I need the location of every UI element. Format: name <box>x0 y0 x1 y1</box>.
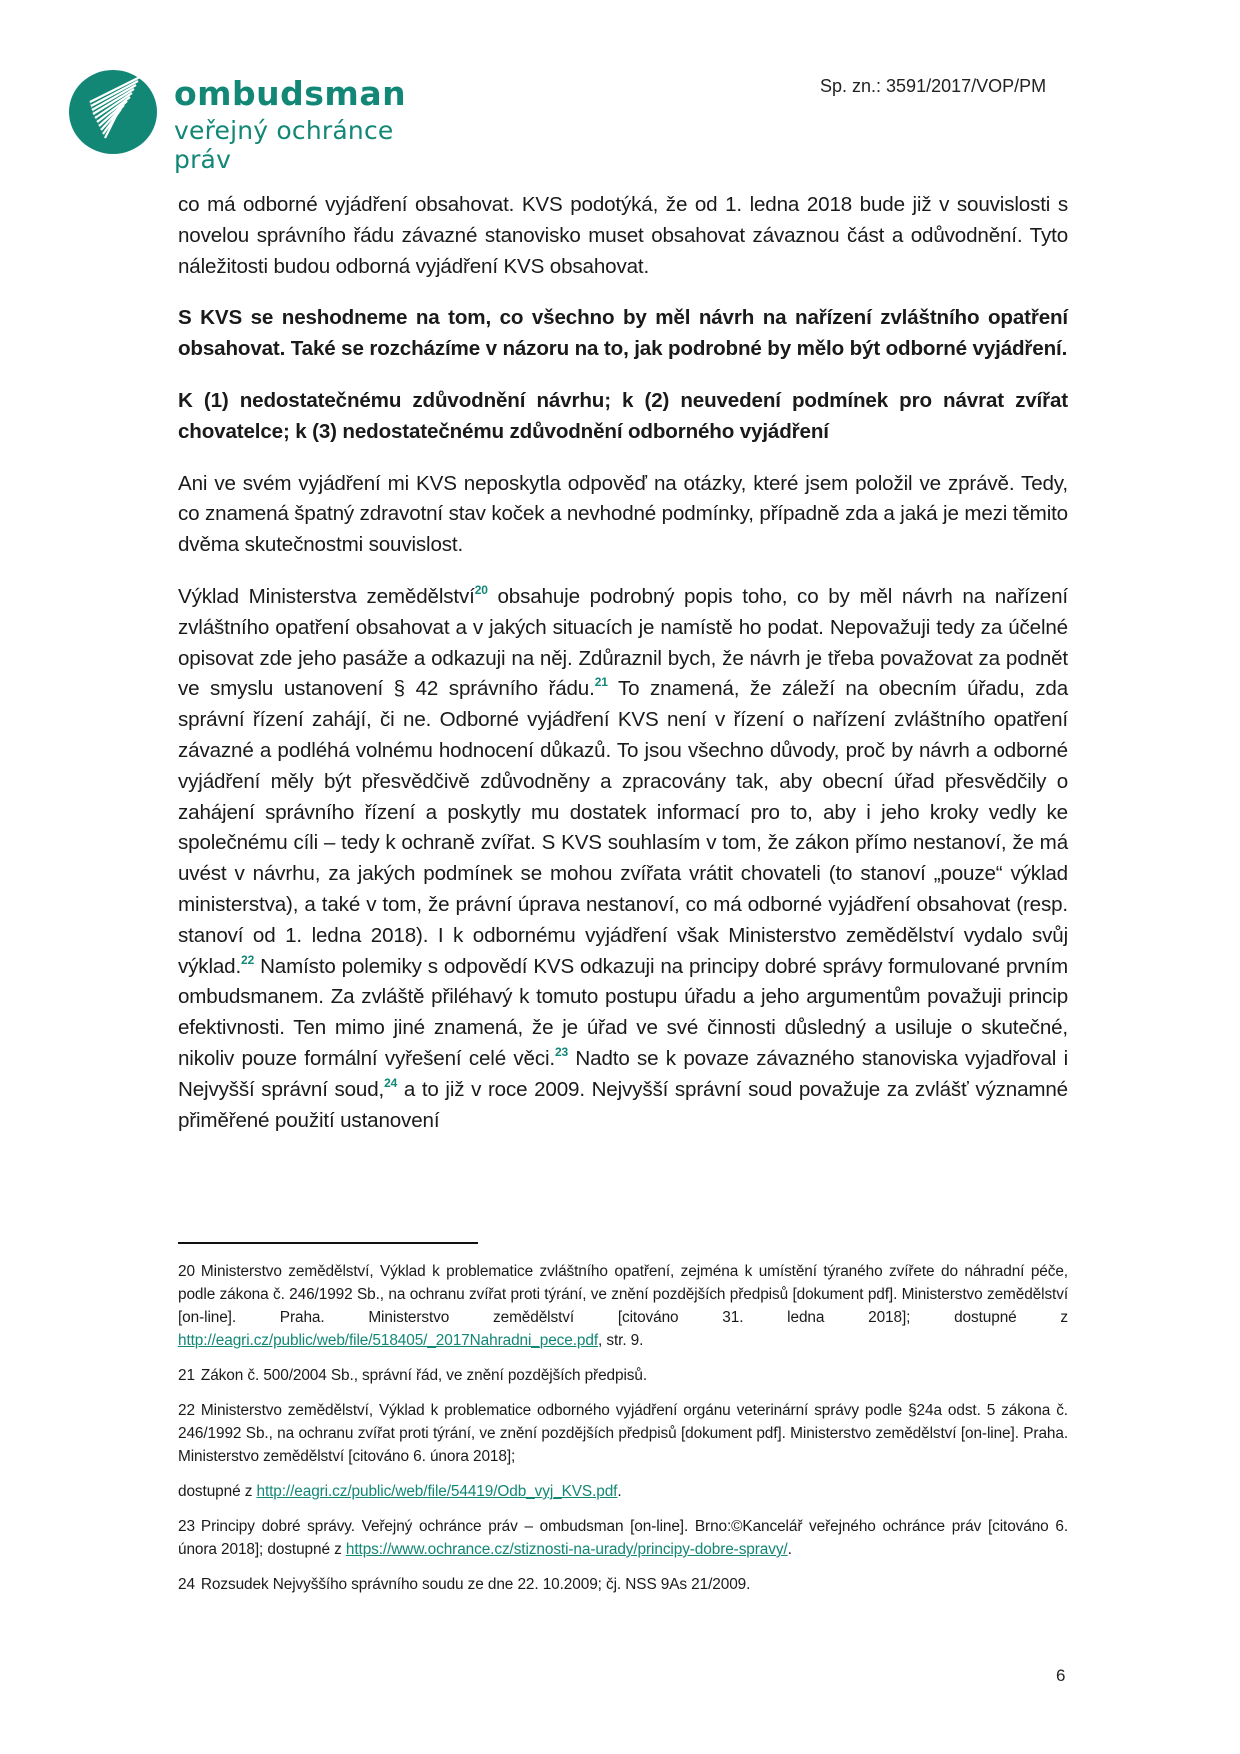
text-run: Nadto se k povaze závazného stanoviska vyjadřoval i Nejvyšší správní soud, <box>178 1046 1068 1101</box>
text-run: obsahuje podrobný popis toho, co by měl návrh na nařízení zvláštního opatření obsahovat a v jakých situacích je namístě ho podat. Nepovažuji tedy za účelné opisovat zde jeho pasáže a odkazuji na něj. Zdůraznil bych, že návrh je třeba považovat za podnět ve smyslu ustanovení § 42 správního řádu. <box>178 584 1068 701</box>
paragraph: co má odborné vyjádření obsahovat. KVS podotýká, že od 1. ledna 2018 bude již v souvislosti s novelou správního řádu závazné stanovisko muset obsahovat závaznou část a odůvodnění. Tyto náležitosti budou odborná vyjádření KVS obsahovat. <box>178 193 1068 278</box>
footnote-text: Ministerstvo zemědělství, Výklad k problematice zvláštního opatření, zejména k umístění týraného zvířete do náhradní péče, podle zákona č. 246/1992 Sb., na ochranu zvířat proti týrání, ve znění pozdějších předpisů [dokument pdf]. Ministerstvo zemědělství [on-line]. Praha. Ministerstvo zemědělství [citováno 31. ledna 2018]; dostupné z <box>178 1263 1068 1326</box>
footnote-22 <box>178 1399 1068 1468</box>
section-heading: K (1) nedostatečnému zdůvodnění návrhu; k (2) neuvedení podmínek pro návrat zvířat chovatelce; k (3) nedostatečnému zdůvodnění odborného vyjádření <box>178 388 1068 443</box>
footnote-text-after: , str. 9. <box>598 1332 644 1349</box>
footnote-ref[interactable]: 24 <box>384 1075 398 1090</box>
footnote-link[interactable]: http://eagri.cz/public/web/file/54419/Odb_vyj_KVS.pdf <box>256 1483 618 1500</box>
footnote-22-continued <box>178 1480 1068 1503</box>
footnote-ref[interactable]: 21 <box>594 675 608 690</box>
page-number: 6 <box>1056 1666 1066 1685</box>
footnote-text-after: . <box>787 1541 792 1558</box>
footnote-text: Ministerstvo zemědělství, Výklad k problematice odborného vyjádření orgánu veterinární správy podle §24a odst. 5 zákona č. 246/1992 Sb., na ochranu zvířat proti týrání, ve znění pozdějších předpisů [dokument pdf]. Ministerstvo zemědělství [on-line]. Praha. Ministerstvo zemědělství [citováno 6. února 2018]; <box>178 1402 1068 1465</box>
footnote-link[interactable]: http://eagri.cz/public/web/file/518405/_2017Nahradni_pece.pdf <box>178 1332 599 1349</box>
paragraph: Ani ve svém vyjádření mi KVS neposkytla odpověď na otázky, které jsem položil ve zprávě. Tedy, co znamená špatný zdravotní stav koček a nevhodné podmínky, případně zda a jaká je mezi těmito dvěma skutečnostmi souvislost. <box>178 471 1068 557</box>
logo-subtitle: veřejný ochránce práv <box>174 116 394 174</box>
footnote-text: Rozsudek Nejvyššího správního soudu ze dne 22. 10.2009; čj. NSS 9As 21/2009. <box>200 1576 751 1593</box>
footnote-ref[interactable]: 20 <box>474 582 488 597</box>
footnote-number: 23 <box>178 1518 195 1535</box>
footnote-ref[interactable]: 22 <box>241 952 255 967</box>
footnotes <box>178 1260 1068 1608</box>
ombudsman-logo-icon <box>68 68 158 156</box>
footnote-23 <box>178 1515 1068 1561</box>
footnote-text: Principy dobré správy. Veřejný ochránce práv – ombudsman [on-line]. Brno:©Kancelář veřejného ochránce práv [citováno 6. února 2018]; dostupné z <box>178 1518 1068 1558</box>
footnote-link[interactable]: https://www.ochrance.cz/stiznosti-na-urady/principy-dobre-spravy/ <box>345 1541 788 1558</box>
paragraph-with-footnotes <box>178 582 1068 1136</box>
footnote-24 <box>178 1573 1068 1596</box>
text-run: Namísto polemiky s odpovědí KVS odkazuji na principy dobré správy formulované prvním ombudsmanem. Za zvláště přiléhavý k tomuto postupu úřadu a jeho argumentům považuji princip efektivnosti. Ten mimo jiné znamená, že je úřad ve své činnosti důsledný a usiluje o skutečné, nikoliv pouze formální vyřešení celé věci. <box>178 954 1068 1070</box>
footnote-20 <box>178 1260 1068 1352</box>
footnote-number: 22 <box>178 1402 195 1419</box>
footnote-text: dostupné z <box>178 1483 257 1500</box>
paragraph-bold: S KVS se neshodneme na tom, co všechno by měl návrh na nařízení zvláštního opatření obsahovat. Také se rozcházíme v názoru na to, jak podrobné by mělo být odborné vyjádření. <box>178 306 1068 361</box>
reference-number: Sp. zn.: 3591/2017/VOP/PM <box>820 76 1047 96</box>
ombudsman-logo <box>68 68 428 174</box>
footnote-number: 24 <box>178 1576 195 1593</box>
text-run: a to již v roce 2009. Nejvyšší správní soud považuje za zvlášť významné přiměřené použití ustanovení <box>178 1077 1068 1132</box>
text-run: To znamená, že záleží na obecním úřadu, zda správní řízení zahájí, či ne. Odborné vyjádření KVS není v řízení o nařízení zvláštního opatření závazné a podléhá volnému hodnocení důkazů. To jsou všechno důvody, proč by návrh a odborné vyjádření měly být přesvědčivě zdůvodněny a zpracovány tak, aby obecní úřad přesvědčily o zahájení správního řízení a poskytly mu dostatek informací pro to, aby i jeho kroky vedly ke společnému cíli – tedy k ochraně zvířat. S KVS souhlasím v tom, že zákon přímo nestanoví, že má uvést v návrhu, za jakých podmínek se mohou zvířata vrátit chovateli (to stanoví „pouze“ výklad ministerstva), a také v tom, že právní úprava nestanoví, co má odborné vyjádření obsahovat (resp. stanoví od 1. ledna 2018). I k odbornému vyjádření však Ministerstvo zemědělství vydalo svůj výklad. <box>178 677 1069 978</box>
footnote-number: 21 <box>178 1367 195 1384</box>
footnote-text-after: . <box>617 1483 622 1500</box>
document-body <box>178 190 1068 1157</box>
footnote-21 <box>178 1364 1068 1387</box>
text-run: Výklad Ministerstva zemědělství <box>178 584 475 608</box>
footnote-ref[interactable]: 23 <box>554 1044 569 1059</box>
logo-name: ombudsman <box>174 74 407 113</box>
footnote-separator <box>178 1242 478 1244</box>
footnote-text: Zákon č. 500/2004 Sb., správní řád, ve znění pozdějších předpisů. <box>200 1367 648 1384</box>
footnote-number: 20 <box>178 1263 195 1280</box>
